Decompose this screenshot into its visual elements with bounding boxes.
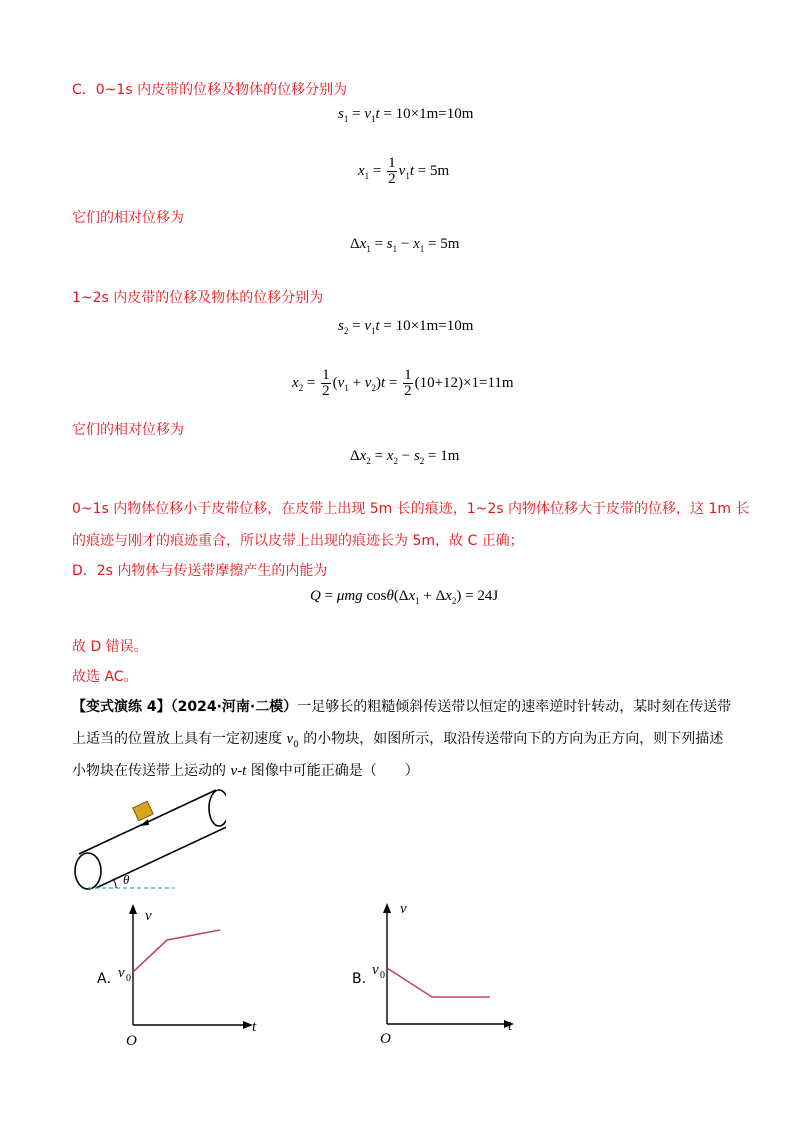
relative-displacement-label-1: 它们的相对位移为 [72, 210, 184, 226]
option-b-graph [368, 893, 528, 1053]
final-answer: 故选 AC。 [72, 669, 138, 685]
option-a-label: A． [97, 971, 121, 987]
equation-x2: $x_2$ = $\frac{1}{2}$ $(v_1 + v_2)t$ = $\frac{1}{2}$ (10+12)×1=11m [292, 367, 514, 399]
v-axis-label: v [145, 908, 152, 924]
d-intro: D．2s 内物体与传送带摩擦产生的内能为 [72, 563, 328, 579]
theta-label: θ [123, 872, 130, 887]
lower-roller [75, 853, 101, 889]
exercise-line-2: 上适当的位置放上具有一定初速度 $v_0$ 的小物块，如图所示，取沿传送带向下的方向为正方向，则下列描述 [72, 731, 724, 750]
equation-s2: $s_2 = v_1t = 10\times 1m=10m$ [338, 318, 474, 336]
option-a-graph [115, 900, 265, 1050]
relative-displacement-label-2: 它们的相对位移为 [72, 422, 184, 438]
upper-roller [209, 790, 226, 826]
c-conclusion-line-1: 0~1s 内物体位移小于皮带位移，在皮带上出现 5m 长的痕迹，1~2s 内物体位移大于皮带的位移，这 1m 长 [72, 501, 750, 517]
angle-arc [113, 879, 116, 888]
exercise-line-3: 小物块在传送带上运动的 v-t 图像中可能正确是（ ） [72, 763, 419, 779]
equation-x1: $x_1$ = $\frac{1}{2}$ $v_1t = 5m$ [358, 155, 450, 187]
v0-label: v [118, 965, 125, 981]
belt-bottom-edge [96, 824, 226, 888]
v0-label: v [372, 962, 379, 978]
velocity-curve [387, 968, 490, 997]
t-axis-label: t [508, 1018, 513, 1034]
t-axis-label: t [252, 1019, 257, 1035]
c-intro: C．0~1s 内皮带的位移及物体的位移分别为 [72, 82, 348, 98]
c-conclusion-line-2: 的痕迹与刚才的痕迹重合，所以皮带上出现的痕迹长为 5m，故 C 正确； [72, 533, 524, 549]
equation-s1: $s_1 = v_1t = 10\times 1m=10m$ [338, 106, 474, 124]
v-axis-label: v [400, 901, 407, 917]
conveyor-belt-figure [66, 784, 226, 894]
v-axis-arrow-icon [383, 903, 391, 913]
velocity-curve [133, 930, 220, 972]
exercise-tag: 【变式演练 4】（2024·河南·二模） [72, 699, 298, 715]
exercise-line-1: 【变式演练 4】（2024·河南·二模）一足够长的粗糙倾斜传送带以恒定的速率逆时针转动，某时刻在传送带 [72, 699, 732, 715]
interval-2-intro: 1~2s 内皮带的位移及物体的位移分别为 [72, 290, 324, 306]
svg-text:0: 0 [380, 970, 385, 981]
equation-dx2: $\Delta x_2 = x_2 - s_2 = 1m$ [350, 448, 460, 466]
d-wrong: 故 D 错误。 [72, 639, 148, 655]
small-block [133, 801, 153, 820]
v-axis-arrow-icon [129, 904, 137, 914]
option-b-label: B． [352, 971, 376, 987]
arrow-head-icon [140, 819, 149, 826]
equation-dx1: $\Delta x_1 = s_1 - x_1 = 5m$ [350, 236, 460, 254]
origin-label: O [380, 1031, 391, 1047]
origin-label: O [126, 1033, 137, 1049]
equation-q: Q = μmg $\cos\theta(\Delta x_1 + \Delta x_2) = 24J$ [310, 588, 499, 606]
svg-text:0: 0 [126, 973, 131, 984]
